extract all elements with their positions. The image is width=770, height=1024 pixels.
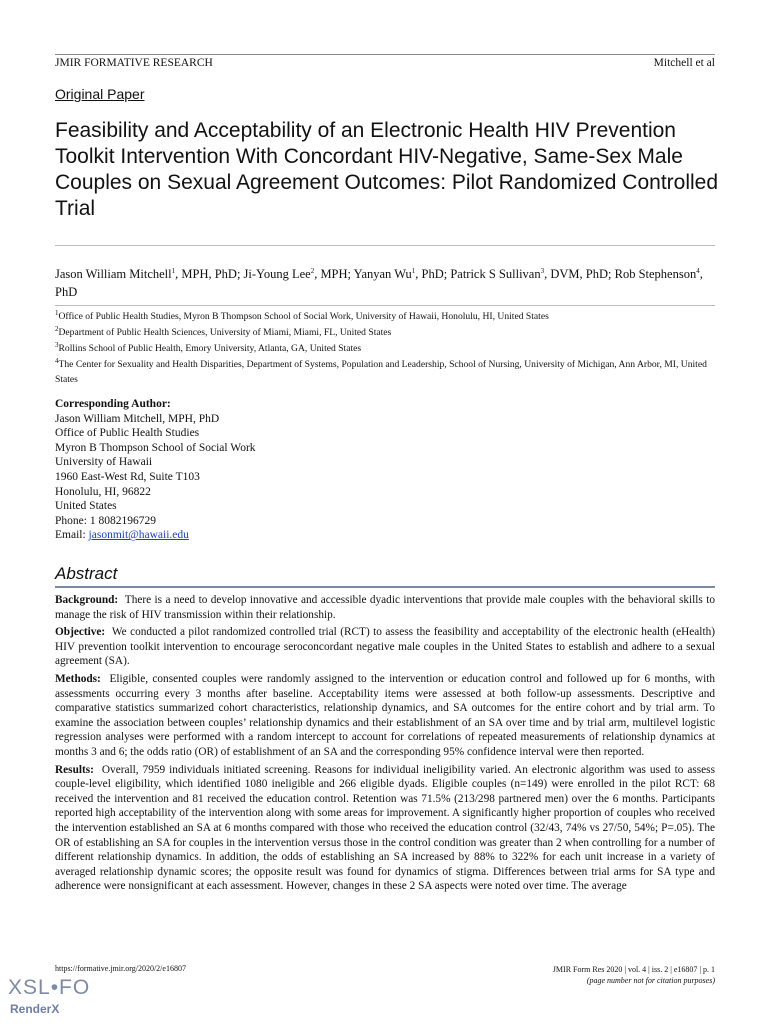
affiliation-text: Rollins School of Public Health, Emory University, Atlanta, GA, United States — [58, 343, 362, 354]
author — [450, 267, 614, 281]
author-degree: , PhD; — [415, 267, 451, 281]
author-name: Patrick S Sullivan — [450, 267, 541, 281]
paper-type: Original Paper — [55, 86, 145, 102]
author-degree: , MPH; — [314, 267, 354, 281]
affiliation — [55, 357, 715, 387]
author-degree: , MPH, PhD; — [175, 267, 244, 281]
section-text: There is a need to develop innovative and accessible dyadic interventions that provide male couples with the behavioral skills to manage the risk of HIV transmission within their relationship. — [55, 594, 716, 621]
affiliation-num: 3 — [55, 340, 59, 349]
author-name: Jason William Mitchell — [55, 267, 172, 281]
corresponding-line: Phone: 1 8082196729 — [55, 514, 156, 527]
section-label: Background: — [55, 594, 119, 606]
footer-url: https://formative.jmir.org/2020/2/e16807 — [55, 964, 186, 973]
affiliation — [55, 309, 715, 324]
renderx-logo: RenderX — [10, 1002, 60, 1016]
section-label: Results: — [55, 763, 94, 776]
affiliation — [55, 325, 715, 340]
affiliation-num: 4 — [55, 356, 59, 365]
author-divider — [55, 305, 715, 306]
author-list — [55, 265, 715, 301]
abstract-section — [55, 763, 715, 894]
abstract-section — [55, 593, 715, 622]
corresponding-line: Myron B Thompson School of Social Work — [55, 441, 256, 454]
section-text: Overall, 7959 individuals initiated screening. Reasons for individual ineligibility varied. An electronic algorithm was used to assess couple-level eligibility, which identified 1080 ineligible and 266 eligible dyads. Eligible couples (n=149) were enrolled in the pilot RCT: 68 received the intervention and 81 received the education control. Retention was 71.5% (213/298 partnered men) over the 6 months. Participants reported high acceptability of the intervention along with some areas for improvement. A significantly higher proportion of couples who received the intervention established an SA at 6 months compared with those who received the education control (32/43, 74% vs 27/50, 54%; P=.05). The OR of establishing an SA for couples in the intervention versus those in the control condition was greater than 2 when controlling for a number of different relationship dynamics. In addition, the odds of establishing an SA increased by 88% to 322% for each unit increase in a variety of averaged relationship dynamic scores; the opposite result was found for dynamics of stigma. Differences between trial arms for SA type and adherence were nonsignificant at each assessment. However, changes in these 2 SA aspects were noted over time. The average — [55, 763, 715, 893]
author-affil-num: 1 — [411, 266, 416, 275]
corresponding-line: Honolulu, HI, 96822 — [55, 485, 151, 498]
affiliation-text: Office of Public Health Studies, Myron B Thompson School of Social Work, University of Hawaii, Honolulu, HI, United States — [58, 311, 549, 322]
abstract-divider — [55, 586, 715, 588]
corresponding-label: Corresponding Author: — [55, 398, 171, 410]
section-label: Methods: — [55, 672, 101, 685]
abstract-heading: Abstract — [55, 564, 118, 583]
abstract-section — [55, 672, 715, 760]
section-text: Eligible, consented couples were randomly assigned to the intervention or education control and followed up for 6 months, with assessments occurring every 3 months after baseline. Acceptability items were assessed at both follow-up assessments. Descriptive and comparative statistics summarized cohort characteristics, relationship dynamics, and SA outcomes for the entire cohort and by trial arm. To examine the association between couples’ relationship dynamics and their establishment of an SA over time and by trial arm, multilevel logistic regression analyses were performed with a random intercept to account for correlations of repeated measurements of relationship dynamics at months 3 and 6; the odds ratio (OR) of establishment of an SA and the corresponding 95% confidence interval were then reported. — [55, 672, 715, 758]
affiliation — [55, 341, 715, 356]
affiliation-num: 2 — [55, 324, 59, 333]
section-label: Objective: — [55, 626, 106, 639]
citation-text: JMIR Form Res 2020 | vol. 4 | iss. 2 | e16807 | p. 1 — [552, 965, 715, 974]
author-degree: , DVM, PhD; — [544, 267, 615, 281]
affiliations — [55, 309, 715, 388]
author-affil-num: 2 — [310, 266, 315, 275]
corresponding-line: 1960 East-West Rd, Suite T103 — [55, 470, 200, 483]
author-affil-num: 3 — [540, 266, 545, 275]
email-link[interactable]: jasonmit@hawaii.edu — [88, 529, 189, 542]
running-author: Mitchell et al — [653, 57, 715, 69]
author-degree: , PhD — [55, 267, 703, 299]
journal-name: JMIR FORMATIVE RESEARCH — [55, 57, 213, 69]
paper-title: Feasibility and Acceptability of an Electronic Health HIV Prevention Toolkit Intervention With Concordant HIV-Negative, Same-Sex Male Couples on Sexual Agreement Outcomes: Pilot Randomized Controlled Trial — [55, 119, 719, 220]
citation-note: (page number not for citation purposes) — [586, 976, 715, 985]
corresponding-line: Jason William Mitchell, MPH, PhD — [55, 412, 220, 425]
email-label: Email: — [55, 529, 89, 542]
affiliation-text: The Center for Sexuality and Health Disparities, Department of Systems, Population and Leadership, School of Nursing, University of Michigan, Ann Arbor, MI, United States — [55, 359, 707, 385]
affiliation-text: Department of Public Health Sciences, University of Miami, Miami, FL, United States — [58, 327, 392, 338]
footer-citation — [553, 964, 715, 986]
author — [354, 267, 451, 281]
xslfo-logo: XSL•FO — [8, 976, 91, 999]
abstract-body — [55, 593, 715, 897]
corresponding-line: University of Hawaii — [55, 456, 153, 469]
author-affil-num: 4 — [696, 266, 700, 275]
abstract-section — [55, 625, 715, 669]
corresponding-author — [55, 397, 256, 543]
running-header — [55, 54, 715, 69]
author-name: Ji-Young Lee — [243, 267, 311, 281]
author-name: Rob Stephenson — [614, 267, 697, 281]
author — [55, 267, 244, 281]
email-line — [55, 528, 256, 543]
section-text: We conducted a pilot randomized controlled trial (RCT) to assess the feasibility and acceptability of the electronic health (eHealth) HIV prevention toolkit intervention to encourage seroconcordant negative male couples in the United States to establish and adhere to a sexual agreement (SA). — [55, 626, 715, 668]
affiliation-num: 1 — [55, 308, 59, 317]
author-name: Yanyan Wu — [353, 267, 412, 281]
corresponding-line: United States — [55, 500, 117, 513]
author — [244, 267, 354, 281]
corresponding-line: Office of Public Health Studies — [55, 427, 200, 440]
author-affil-num: 1 — [171, 266, 176, 275]
title-divider — [55, 245, 715, 246]
